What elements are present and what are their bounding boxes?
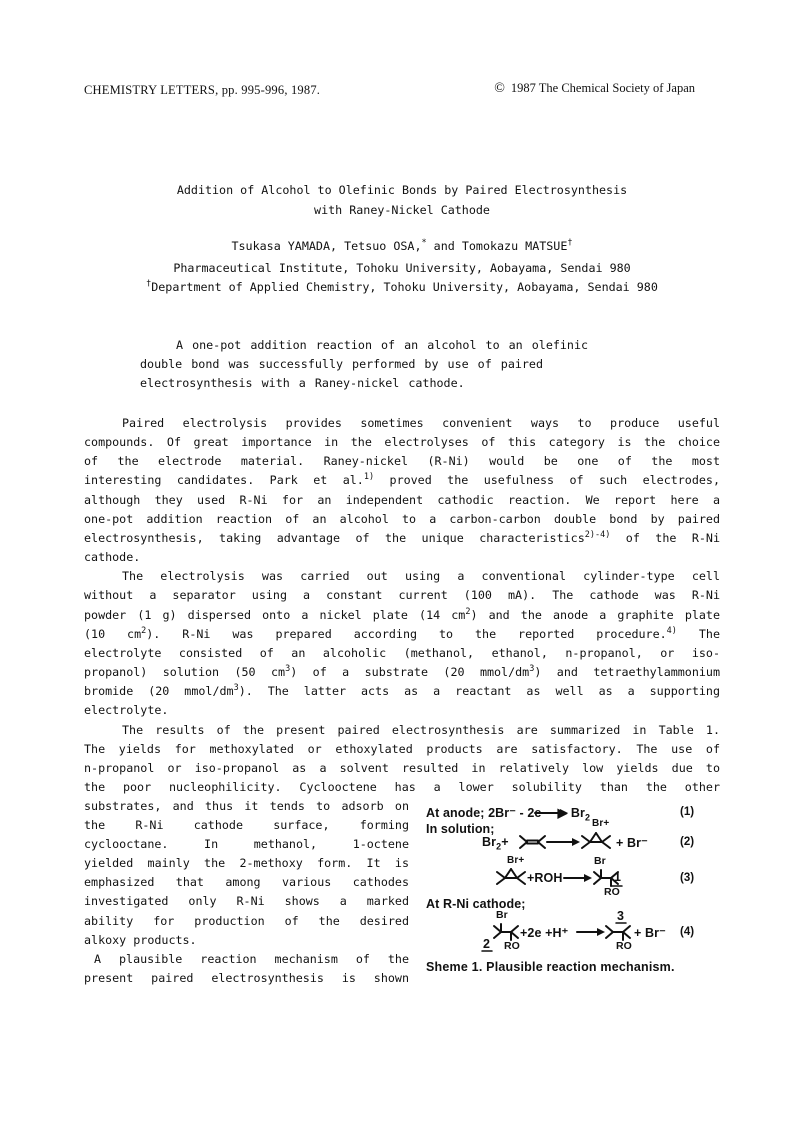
affiliation-2 [84, 280, 720, 294]
body-line: of the electrode material. Raney-nickel (R-Ni) would be one of the most [84, 454, 720, 469]
scheme-caption: Sheme 1. Plausible reaction mechanism. [426, 960, 675, 974]
bromine-reactant [482, 835, 509, 852]
body-text-span: ). The latter acts as a reactant as well as a supporting [238, 684, 720, 699]
affiliation-mark: † [567, 238, 573, 249]
body-line [84, 625, 720, 644]
author-3: Tomokazu MATSUE [461, 239, 568, 253]
bromide-product: + Br⁻ [634, 926, 666, 940]
body-line: n-propanol or iso-propanol as a solvent resulted in relatively low yields due to [84, 760, 720, 775]
abstract-line: A one-pot addition reaction of an alcohol to an olefinic [176, 338, 589, 352]
bromo-label: Br [496, 909, 508, 921]
body-line: the R-Ni cathode surface, forming [84, 818, 409, 833]
body-line: alkoxy products. [84, 932, 197, 947]
body-line: The electrolysis was carried out using a conventional cylinder-type cell [122, 569, 720, 584]
compound-number-2: 2 [483, 937, 491, 951]
body-line: ability for production of the desired [84, 913, 409, 928]
author-conjunction: and [433, 239, 455, 253]
body-line: present paired electrosynthesis is shown [84, 970, 409, 985]
ether-structure [606, 926, 630, 940]
copyright-notice [494, 81, 695, 97]
author-list [84, 239, 720, 253]
alkoxy-label: RO [604, 886, 620, 898]
body-text-span: The [676, 626, 720, 641]
body-line: the poor nucleophilicity. Cyclooctene has a lower solubility than the other [84, 779, 720, 794]
bromonium-structure [497, 869, 525, 884]
alkoxy-label: RO [504, 940, 520, 952]
body-line: although they used R-Ni for an independent cathodic reaction. We report here a [84, 492, 720, 507]
body-line: The results of the present paired electrosynthesis are summarized in Table 1. [122, 722, 720, 737]
body-text-span: of the R-Ni [610, 530, 720, 545]
bromo-ether-structure [494, 924, 518, 940]
body-line: cyclooctane. In methanol, 1-octene [84, 837, 409, 852]
equation-number-4: (4) [680, 926, 695, 938]
affiliation-2-text: Department of Applied Chemistry, Tohoku University, Aobayama, Sendai 980 [151, 280, 658, 294]
body-line: one-pot addition reaction of an alcohol to a carbon-carbon double bond by paired [84, 511, 720, 526]
solution-label: In solution; [426, 822, 495, 836]
body-line: electrolyte. [84, 703, 169, 718]
body-line: emphasized that among various cathodes [84, 875, 409, 890]
compound-number-3: 3 [617, 909, 625, 923]
plus-sign: + [501, 835, 509, 849]
equation-number-2: (2) [680, 836, 695, 848]
journal-citation: CHEMISTRY LETTERS, pp. 995-996, 1987. [84, 83, 321, 97]
body-text-span: ) and tetraethylammonium [534, 665, 720, 680]
body-text-span: bromide (20 mmol/dm [84, 684, 234, 699]
bromonium-structure [582, 833, 610, 848]
alkoxy-label: RO [616, 940, 632, 952]
alcohol-reactant: +ROH [527, 871, 563, 885]
body-text-span: proved the usefulness of such electrodes, [374, 473, 720, 488]
superscript: 3 [529, 664, 535, 675]
body-line [84, 682, 720, 701]
body-line: cathode. [84, 550, 141, 565]
body-text-span: ). R-Ni was prepared according to the reported procedure. [146, 626, 667, 641]
body-line: electrolyte consisted of an alcoholic (methanol, ethanol, n-propanol, or iso- [84, 645, 720, 660]
affiliation-1: Pharmaceutical Institute, Tohoku University, Aobayama, Sendai 980 [173, 261, 631, 275]
body-line: substrates, and thus it tends to adsorb on [84, 799, 409, 813]
abstract-line: double bond was successfully performed by use of paired [140, 357, 544, 372]
body-line: Paired electrolysis provides sometimes convenient ways to produce useful [122, 416, 720, 430]
abstract [140, 336, 660, 394]
cathode-label: At R-Ni cathode; [426, 897, 526, 911]
bromo-label: Br [594, 855, 606, 867]
body-text [84, 414, 720, 797]
body-text-span: electrosynthesis, taking advantage of the unique characteristics [84, 530, 585, 545]
reaction-scheme [426, 803, 726, 983]
author-1: Tsukasa YAMADA, [231, 239, 338, 253]
subscript: 2 [496, 841, 502, 852]
reference-mark: 1) [363, 472, 375, 483]
bromide-product: + Br⁻ [616, 836, 648, 850]
superscript: 3 [285, 664, 291, 675]
corresponding-mark: * [421, 238, 427, 249]
superscript: 2 [465, 606, 471, 617]
copyright-text: 1987 The Chemical Society of Japan [510, 81, 695, 95]
paper-title-line-1: Addition of Alcohol to Olefinic Bonds by Paired Electrosynthesis [176, 183, 628, 197]
body-line [84, 663, 720, 682]
body-text-span: powder (1 g) dispersed onto a nickel plate (14 cm [84, 607, 466, 622]
superscript: 2 [141, 625, 147, 636]
left-column-text [84, 797, 409, 988]
subscript: 2 [585, 812, 591, 823]
superscript: 3 [233, 683, 239, 694]
body-line: A plausible reaction mechanism of the [94, 951, 409, 966]
bromine-text: Br [482, 835, 497, 849]
copyright-icon: © [494, 81, 505, 96]
bromonium-label: Br+ [592, 818, 610, 829]
anode-equation [426, 805, 590, 823]
reference-mark: 2)-4) [584, 530, 611, 541]
bromonium-label: Br+ [507, 855, 525, 866]
paper-title-line-2: with Raney-Nickel Cathode [314, 203, 490, 217]
equation-number-3: (3) [680, 872, 695, 884]
body-text-span: (10 cm [84, 626, 142, 641]
author-2: Tetsuo OSA, [344, 239, 422, 253]
body-text-span: ) of a substrate (20 mmol/dm [290, 665, 530, 680]
compound-number-1: 1 [614, 870, 622, 884]
body-line [84, 471, 720, 490]
body-line: investigated only R-Ni shows a marked [84, 894, 409, 909]
body-text-span: ) and the anode a graphite plate [470, 607, 720, 622]
reference-mark: 4) [666, 625, 677, 636]
body-line: The yields for methoxylated or ethoxylated products are satisfactory. The use of [84, 741, 720, 756]
body-text-span: propanol) solution (50 cm [84, 665, 286, 680]
body-line [84, 529, 720, 548]
electron-proton: +2e +H⁺ [520, 926, 569, 940]
body-line: without a separator using a constant current (100 mA). The cathode was R-Ni [84, 588, 720, 603]
body-text-span: interesting candidates. Park et al. [84, 473, 364, 488]
anode-equation-text: At anode; 2Br⁻ - 2e —▶ Br [426, 806, 586, 820]
body-line: compounds. Of great importance in the electrolyses of this category is the choice [84, 435, 720, 450]
body-line: yielded mainly the 2-methoxy form. It is [84, 856, 409, 871]
abstract-line: electrosynthesis with a Raney-nickel cathode. [140, 376, 465, 391]
affiliation-2-mark: † [146, 279, 152, 290]
equation-number-1: (1) [680, 806, 695, 818]
body-line [84, 606, 720, 625]
alkene-structure [520, 836, 545, 848]
